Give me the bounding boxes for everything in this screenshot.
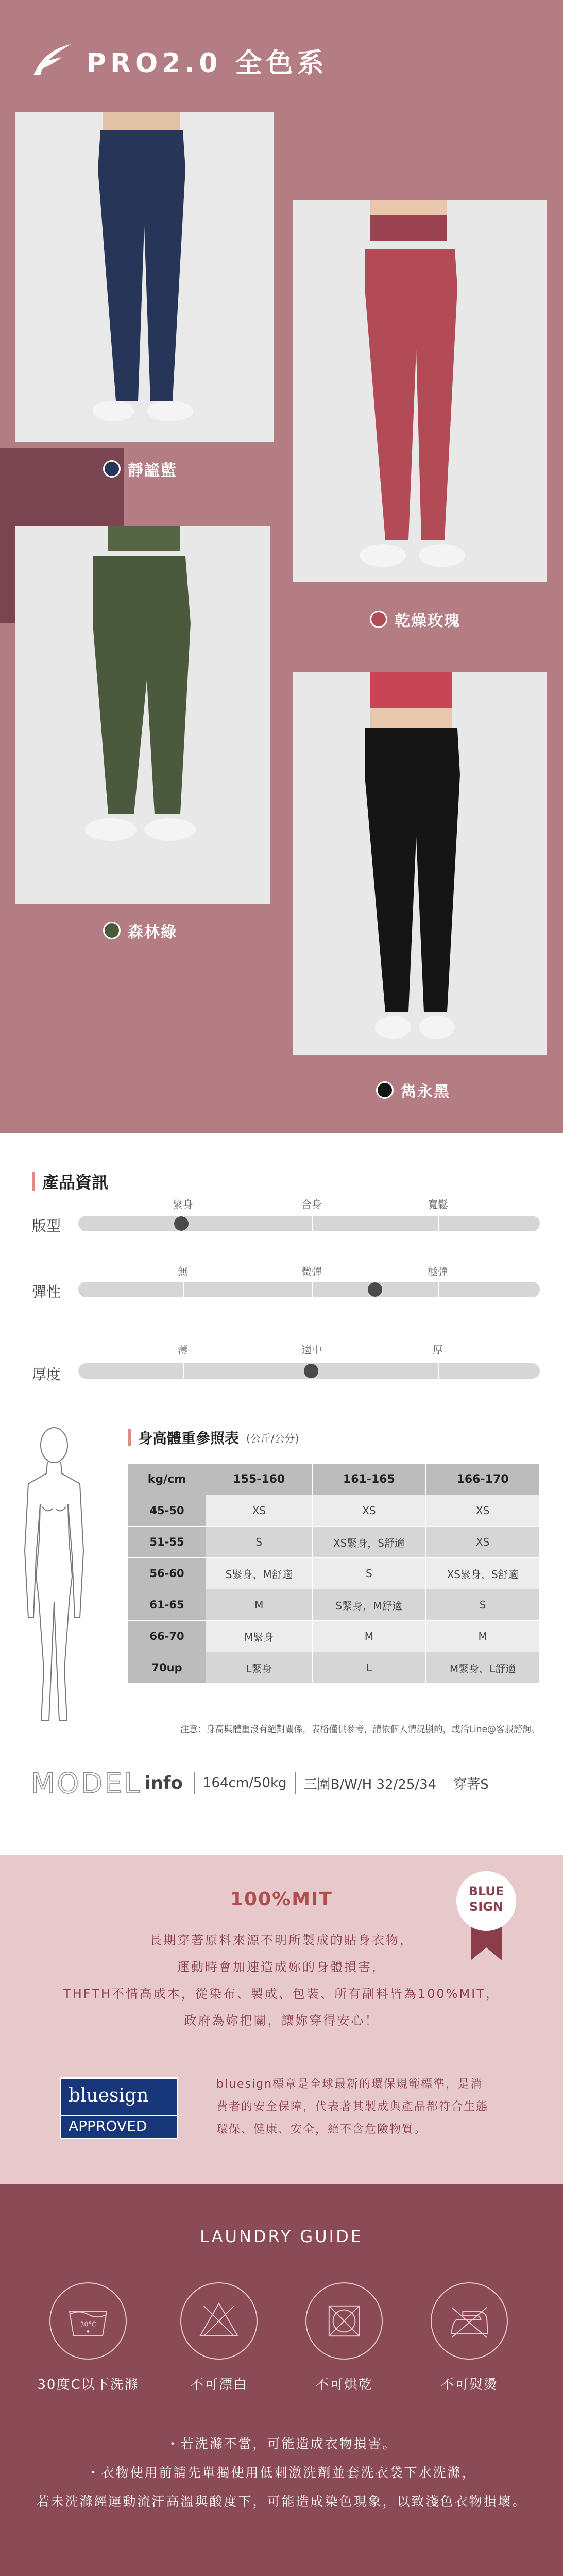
color-name: 雋永黑 [401, 1083, 450, 1101]
tick [312, 1282, 313, 1297]
table-cell: XS [426, 1527, 540, 1558]
table-header-cell: kg/cm [128, 1464, 206, 1495]
table-cell: M [426, 1621, 540, 1652]
table-header-cell: 166-170 [426, 1464, 540, 1495]
laundry-label: 不可熨燙 [440, 2377, 499, 2393]
laundry-note: ・若洗滌不當，可能造成衣物損害。 [166, 2436, 397, 2451]
color-option-blue[interactable] [103, 457, 177, 480]
divider [295, 1772, 296, 1794]
mit-section [0, 1855, 563, 2184]
mit-title: 100%MIT [230, 1889, 333, 1910]
fit-slider-track [78, 1216, 540, 1231]
wash-30-icon [49, 2282, 127, 2360]
model-info-bar [31, 1762, 536, 1804]
bluesign-logo-text: bluesign [69, 2085, 149, 2106]
table-cell: XS [426, 1495, 540, 1527]
no-tumble-dry-icon [305, 2282, 383, 2360]
wash-temp-label: 30°C [80, 2320, 96, 2328]
color-option-rose[interactable] [370, 608, 460, 631]
model-word: MODEL [31, 1767, 142, 1800]
thickness-slider-track [78, 1363, 540, 1379]
table-cell: 45-50 [128, 1495, 206, 1527]
table-cell: S緊身，M舒適 [206, 1558, 313, 1589]
model-height-weight: 164cm/50kg [202, 1775, 287, 1791]
table-row [128, 1589, 540, 1621]
color-option-green[interactable] [103, 919, 177, 942]
product-photo-green [15, 526, 270, 904]
bluesign-line: 環保、健康、安全，絕不含危險物質。 [216, 2123, 427, 2136]
table-cell: M緊身，L舒適 [426, 1652, 540, 1684]
model-measurements: 三圍B/W/H 32/25/34 [303, 1776, 437, 1792]
bluesign-logo [60, 2077, 178, 2139]
scale-label: 寬鬆 [428, 1198, 448, 1211]
info-word: info [144, 1773, 183, 1793]
brand-header [31, 41, 328, 80]
scale-label: 薄 [178, 1344, 188, 1356]
badge-top-text: BLUE [468, 1884, 504, 1899]
table-header-row [128, 1464, 540, 1495]
table-row [128, 1652, 540, 1684]
product-info-title: 產品資訊 [42, 1173, 109, 1192]
no-bleach-icon [180, 2282, 258, 2360]
size-chart-table [128, 1463, 540, 1684]
laundry-label: 30度C以下洗滌 [37, 2377, 139, 2393]
badge-bottom-text: SIGN [469, 1900, 503, 1914]
table-cell: 56-60 [128, 1558, 206, 1589]
color-swatch [103, 922, 121, 939]
mit-line: 長期穿著原料來源不明所製成的貼身衣物， [149, 1933, 414, 1947]
table-cell: 66-70 [128, 1621, 206, 1652]
table-cell: L緊身 [206, 1652, 313, 1684]
scale-label: 無 [178, 1265, 188, 1278]
table-row [128, 1558, 540, 1589]
size-chart-unit: (公斤/公分) [246, 1432, 299, 1445]
body-silhouette-icon [15, 1422, 93, 1731]
tick [183, 1363, 184, 1379]
color-swatch [370, 611, 387, 628]
slider-label-thickness: 厚度 [32, 1366, 61, 1383]
table-header-cell: 155-160 [206, 1464, 313, 1495]
mit-line: 運動時會加速造成妳的身體損害， [177, 1960, 386, 1974]
table-cell: L [312, 1652, 426, 1684]
tick [312, 1216, 313, 1231]
tick [438, 1282, 439, 1297]
product-photo-blue [15, 112, 274, 442]
table-cell: XS緊身，S舒適 [426, 1558, 540, 1589]
color-swatch [376, 1081, 394, 1099]
table-cell: XS [206, 1495, 313, 1527]
page-title: PRO2.0 全色系 [87, 48, 328, 79]
scale-label: 適中 [301, 1344, 322, 1356]
size-chart-title: 身高體重參照表 [138, 1430, 240, 1447]
table-cell: M緊身 [206, 1621, 313, 1652]
mit-description [0, 1927, 563, 2034]
bluesign-approved: APPROVED [61, 2115, 177, 2138]
table-cell: S [206, 1527, 313, 1558]
brand-logo-icon [31, 42, 72, 80]
fit-slider-knob [174, 1216, 189, 1231]
mit-line: THFTH不惜高成本，從染布、製成、包裝、所有副料皆為100%MIT， [63, 1987, 500, 2001]
no-iron-icon [431, 2282, 508, 2360]
scale-label: 緊身 [173, 1198, 193, 1211]
table-row [128, 1621, 540, 1652]
slider-label-stretch: 彈性 [32, 1283, 61, 1300]
size-chart-note: 注意：身高與體重沒有絕對關係，表格僅供參考，請依個人情況斟酌，或洽Line@客服諮詢。 [180, 1724, 540, 1735]
color-swatch [103, 460, 121, 478]
badge-text [455, 1884, 517, 1914]
laundry-guide-section [0, 2184, 563, 2576]
thickness-slider-knob [304, 1364, 318, 1378]
color-showcase-section [0, 0, 563, 1133]
table-cell: XS緊身，S舒適 [312, 1527, 426, 1558]
table-cell: XS [312, 1495, 426, 1527]
divider [194, 1772, 195, 1794]
color-name: 森林綠 [128, 923, 177, 941]
stretch-slider-knob [368, 1282, 382, 1297]
laundry-title: LAUNDRY GUIDE [200, 2227, 363, 2246]
table-cell: M [206, 1589, 313, 1621]
color-name: 乾燥玫瑰 [395, 612, 460, 630]
table-cell: 61-65 [128, 1589, 206, 1621]
laundry-label: 不可漂白 [190, 2377, 248, 2393]
heading-accent [32, 1172, 35, 1191]
laundry-label: 不可烘乾 [315, 2377, 373, 2393]
mit-line: 政府為妳把關，讓妳穿得安心！ [184, 2013, 379, 2028]
color-option-black[interactable] [376, 1079, 450, 1101]
product-info-heading [32, 1170, 108, 1193]
bluesign-description [216, 2073, 525, 2141]
table-cell: S [426, 1589, 540, 1621]
scale-label: 極彈 [428, 1265, 448, 1278]
size-chart-heading [128, 1427, 299, 1448]
laundry-note: ・衣物使用前請先單獨使用低刺激洗劑並套洗衣袋下水洗滌， [87, 2465, 476, 2480]
table-cell: 51-55 [128, 1527, 206, 1558]
scale-label: 合身 [301, 1198, 322, 1211]
scale-label: 厚 [433, 1344, 443, 1356]
model-size: 穿著S [453, 1776, 489, 1792]
table-cell: 70up [128, 1652, 206, 1684]
product-info-section [0, 1133, 563, 1855]
scale-label: 微彈 [301, 1265, 322, 1278]
slider-label-fit: 版型 [32, 1217, 61, 1234]
tick [183, 1282, 184, 1297]
tick [438, 1216, 439, 1231]
bluesign-line: bluesign標章是全球最新的環保規範標準，是消 [216, 2078, 483, 2091]
table-header-cell: 161-165 [312, 1464, 426, 1495]
product-photo-black [293, 672, 547, 1055]
bluesign-line: 費者的安全保障，代表著其製成與產品都符合生態 [216, 2100, 489, 2113]
heading-accent [128, 1429, 131, 1446]
table-cell: S [312, 1558, 426, 1589]
table-row [128, 1527, 540, 1558]
color-name: 靜謐藍 [128, 462, 177, 480]
table-row [128, 1495, 540, 1527]
product-photo-rose [293, 200, 547, 582]
tick [438, 1363, 439, 1379]
table-cell: S緊身，M舒適 [312, 1589, 426, 1621]
stretch-slider-track [78, 1282, 540, 1297]
laundry-note: 若未洗滌經運動流汗高溫與酸度下，可能造成染色現象，以致淺色衣物損壞。 [36, 2494, 527, 2509]
table-cell: M [312, 1621, 426, 1652]
